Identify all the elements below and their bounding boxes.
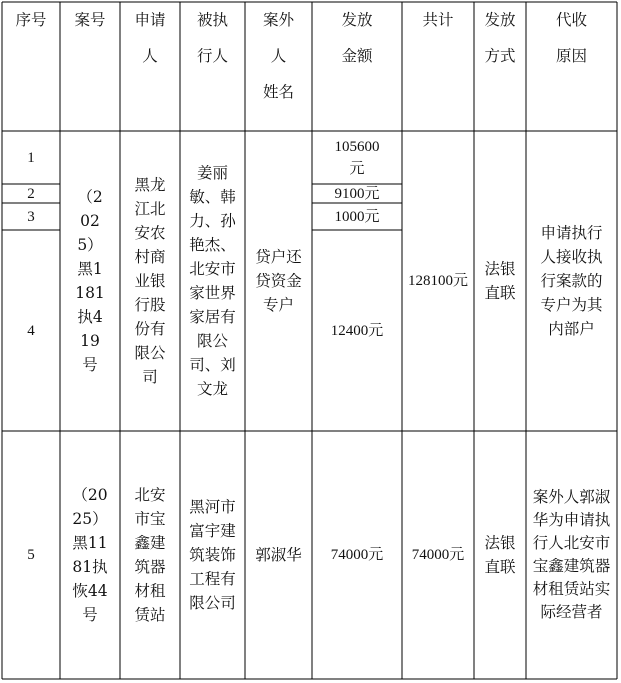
group1-method [474,131,526,431]
header-respondent-text: 被执 行人 [196,11,228,65]
row2-amount-text: 9100元 [334,185,380,202]
header-no-text: 序号 [15,11,47,29]
row5-case-no-text: （2025）黑1181执恢44号 [72,486,108,624]
header-outsider [245,2,312,131]
row4-amount [312,230,402,431]
row2-no [2,184,60,203]
row1-amount [312,131,402,184]
group1-reason [526,131,617,431]
group1-respondent-text: 姜丽敏、韩力、孙艳杰、北安市家世界家居有限公司、刘文龙 [189,164,236,398]
row5-applicant [120,431,180,679]
group1-outsider-text: 贷户还贷资金专户 [255,248,302,314]
row5-method-text: 法银直联 [484,534,516,576]
row5-outsider-text: 郭淑华 [255,546,302,564]
row5-applicant-text: 北安市宝鑫建筑器材租赁站 [134,486,166,624]
row4-amount-text: 12400元 [330,322,384,339]
row3-no [2,203,60,230]
group1-method-text: 法银直联 [484,260,516,302]
row5-amount [312,431,402,679]
header-amount-text: 发放 金额 [341,11,373,65]
row3-amount-text: 1000元 [334,208,380,225]
group1-outsider [245,131,312,431]
header-respondent [180,2,245,131]
group1-case-no-text: （2025）黑1181执419号 [75,188,105,374]
group1-applicant [120,131,180,431]
row4-no [2,230,60,431]
header-amount [312,2,402,131]
row1-no [2,131,60,184]
header-total [402,2,474,131]
group1-reason-text: 申请执行人接收执行案款的专户为其内部户 [540,224,603,338]
header-method-text: 发放 方式 [484,11,516,65]
header-method [474,2,526,131]
header-no [2,2,60,131]
header-applicant [120,2,180,131]
row4-no-text: 4 [27,322,35,339]
row3-no-text: 3 [27,208,35,225]
row5-total [402,431,474,679]
row5-respondent [180,431,245,679]
row5-no-text: 5 [27,547,35,563]
row3-amount [312,203,402,230]
row5-outsider [245,431,312,679]
row5-reason [526,431,617,679]
row1-no-text: 1 [27,149,35,166]
header-reason-text: 代收 原因 [555,11,587,65]
row5-reason-text: 案外人郭淑华为申请执行人北安市宝鑫建筑器材租赁站实际经营者 [532,488,611,621]
row5-method [474,431,526,679]
row5-case-no [60,431,120,679]
header-case-no-text: 案号 [74,11,106,29]
header-applicant-text: 申请 人 [134,11,166,65]
header-reason [526,2,617,131]
group1-total-text: 128100元 [408,273,469,289]
group1-case-no [60,131,120,431]
group1-applicant-text: 黑龙江北安农村商业银行股份有限公司 [134,176,166,386]
row2-amount [312,184,402,203]
header-outsider-text: 案外 人 姓名 [262,11,294,101]
row5-total-text: 74000元 [411,547,465,563]
row5-respondent-text: 黑河市富宇建筑装饰工程有限公司 [189,498,236,612]
header-case-no [60,2,120,131]
header-total-text: 共计 [422,11,454,29]
group1-respondent [180,131,245,431]
row2-no-text: 2 [27,185,35,202]
row5-amount-text: 74000元 [330,547,384,563]
row1-amount-text: 105600元 [334,138,380,177]
group1-total [402,131,474,431]
row5-no [2,431,60,679]
